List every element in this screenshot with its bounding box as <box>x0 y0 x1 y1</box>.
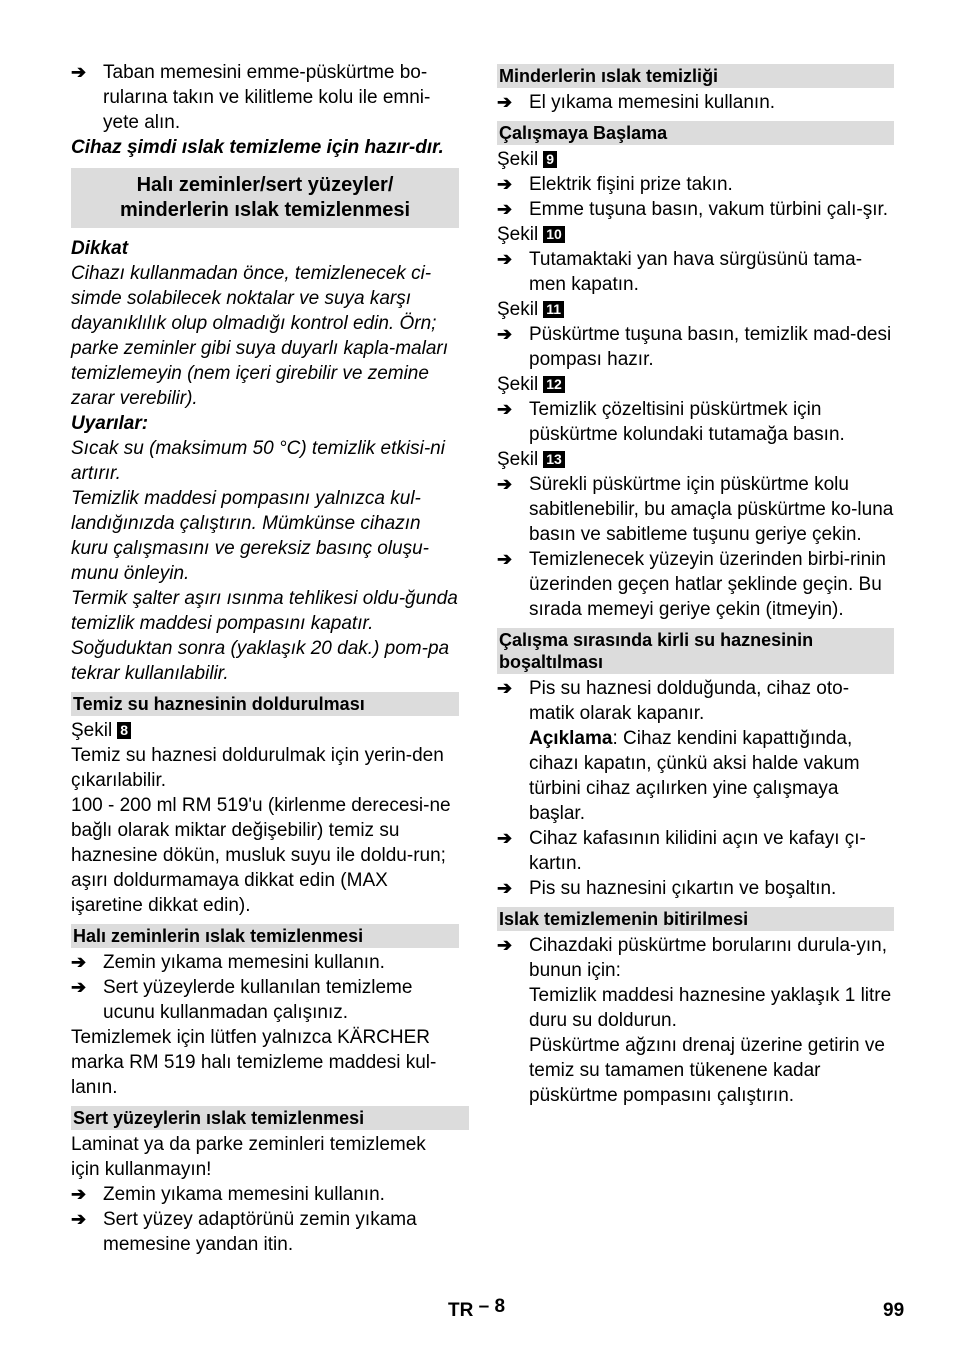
bullet-text: Zemin yıkama memesini kullanın. <box>103 952 385 973</box>
arrow-right-icon: ➔ <box>497 249 513 269</box>
arrow-right-icon: ➔ <box>497 199 513 219</box>
arrow-right-icon: ➔ <box>71 1209 87 1229</box>
figure-label: Şekil <box>497 149 539 170</box>
bullet-text: Sert yüzeylerde kullanılan temizleme ucunu kullanmadan çalışınız. <box>103 977 413 1023</box>
figure-ref <box>497 297 894 322</box>
arrow-right-icon: ➔ <box>497 174 513 194</box>
list-item <box>497 247 894 297</box>
arrow-right-icon: ➔ <box>497 399 513 419</box>
section-heading-dirty-water: Çalışma sırasında kirli su haznesinin boşaltılması <box>497 628 894 674</box>
bullet-text: Sürekli püskürtme için püskürtme kolu sabitlenebilir, bu amaçla püskürtme ko-luna basın ve sabitleme tuşunu geriye çekin. <box>529 474 894 545</box>
bullet-text: Emme tuşuna basın, vakum türbini çalı-şır. <box>529 199 889 220</box>
list-item <box>497 676 894 726</box>
arrow-right-icon: ➔ <box>497 549 513 569</box>
footer-lang: TR <box>448 1300 474 1321</box>
section-heading-fill: Temiz su haznesinin doldurulması <box>71 692 459 716</box>
figure-number-badge: 9 <box>543 151 557 168</box>
list-item <box>497 90 894 115</box>
figure-ref <box>497 147 894 172</box>
figure-number-badge: 8 <box>117 722 131 739</box>
section-heading-cushion: Minderlerin ıslak temizliği <box>497 64 894 88</box>
main-heading-line-1: Halı zeminler/sert yüzeyler/ <box>136 174 394 196</box>
bullet-text: Taban memesini emme-püskürtme bo-rularına takın ve kilitleme kolu ile emni-yete alın. <box>103 62 431 133</box>
list-item <box>71 1207 459 1257</box>
section-heading-hard: Sert yüzeylerin ıslak temizlenmesi <box>71 1106 469 1130</box>
list-item <box>497 472 894 547</box>
figure-number-badge: 13 <box>543 451 565 468</box>
paragraph: Püskürtme ağzını drenaj üzerine getirin ve temiz su tamamen tükenene kadar püskürtme pompasını çalıştırın. <box>529 1035 885 1106</box>
list-item <box>71 60 459 135</box>
ready-note: Cihaz şimdi ıslak temizleme için hazır-dır. <box>71 137 444 158</box>
section-heading-carpet: Halı zeminlerin ıslak temizlenmesi <box>71 924 459 948</box>
bullet-text: Püskürtme tuşuna basın, temizlik mad-desi pompası hazır. <box>529 324 892 370</box>
arrow-right-icon: ➔ <box>497 92 513 112</box>
figure-number-badge: 12 <box>543 376 565 393</box>
list-item <box>497 547 894 622</box>
uyari-text: Temizlik maddesi pompasını yalnızca kul-landığınızda çalıştırın. Mümkünse cihazın kuru çalışmasını ve gereksiz basınç oluşu-munu önleyin. <box>71 488 429 584</box>
bullet-text: Sert yüzey adaptörünü zemin yıkama memesine yandan itin. <box>103 1209 417 1255</box>
arrow-right-icon: ➔ <box>497 474 513 494</box>
right-column <box>497 60 894 1108</box>
left-column <box>71 60 459 1257</box>
list-item <box>497 172 894 197</box>
note-text: : Cihaz kendini kapattığında, cihazı kapatın, çünkü aksi halde vakum türbini cihaz açılırken yine çalışmaya başlar. <box>529 728 860 824</box>
bullet-text: Temizlenecek yüzeyin üzerinden birbi-rinin üzerinden geçen hatlar şeklinde geçin. Bu sırada memeyi geriye çekin (itmeyin). <box>529 549 886 620</box>
bullet-text: Pis su haznesi dolduğunda, cihaz oto-matik olarak kapanır. <box>529 678 850 724</box>
dikkat-label: Dikkat <box>71 238 129 259</box>
arrow-right-icon: ➔ <box>71 62 87 82</box>
bullet-text: Cihazdaki püskürtme borularını durula-yın, bunun için: <box>529 935 888 981</box>
list-item <box>71 950 459 975</box>
figure-ref <box>71 718 459 743</box>
list-item <box>497 933 894 983</box>
section-heading-start: Çalışmaya Başlama <box>497 121 894 145</box>
list-item <box>497 322 894 372</box>
list-item <box>497 876 894 901</box>
arrow-right-icon: ➔ <box>497 678 513 698</box>
bullet-text: Pis su haznesini çıkartın ve boşaltın. <box>529 878 837 899</box>
list-item <box>71 975 459 1025</box>
bullet-text: Cihaz kafasının kilidini açın ve kafayı çı-kartın. <box>529 828 866 874</box>
figure-ref <box>497 447 894 472</box>
paragraph: Temizlik maddesi haznesine yaklaşık 1 litre duru su doldurun. <box>529 985 892 1031</box>
figure-label: Şekil <box>497 374 539 395</box>
bullet-text: Tutamaktaki yan hava sürgüsünü tama-men kapatın. <box>529 249 863 295</box>
arrow-right-icon: ➔ <box>71 952 87 972</box>
figure-ref <box>497 372 894 397</box>
paragraph: Temiz su haznesi doldurulmak için yerin-den çıkarılabilir. <box>71 745 444 791</box>
bullet-text: Elektrik fişini prize takın. <box>529 174 733 195</box>
main-heading-line-2: minderlerin ıslak temizlenmesi <box>119 199 411 221</box>
figure-label: Şekil <box>497 224 539 245</box>
main-section-heading <box>71 168 459 228</box>
arrow-right-icon: ➔ <box>497 828 513 848</box>
arrow-right-icon: ➔ <box>497 324 513 344</box>
bullet-text: Temizlik çözeltisini püskürtmek için püskürtme kolundaki tutamağa basın. <box>529 399 845 445</box>
bullet-text: El yıkama memesini kullanın. <box>529 92 776 113</box>
figure-label: Şekil <box>497 449 539 470</box>
section-heading-finish: Islak temizlemenin bitirilmesi <box>497 907 894 931</box>
figure-number-badge: 10 <box>543 226 565 243</box>
paragraph: Laminat ya da parke zeminleri temizlemek için kullanmayın! <box>71 1134 426 1180</box>
bullet-text: Zemin yıkama memesini kullanın. <box>103 1184 385 1205</box>
uyari-text: Termik şalter aşırı ısınma tehlikesi oldu-ğunda temizlik maddesi pompasını kapatır. Soğuduktan sonra (yaklaşık 20 dak.) pom-pa tekrar kullanılabilir. <box>71 588 458 684</box>
note-label: Açıklama <box>529 728 613 749</box>
footer-language-page <box>448 1298 505 1323</box>
figure-number-badge: 11 <box>543 301 564 318</box>
arrow-right-icon: ➔ <box>71 1184 87 1204</box>
arrow-right-icon: ➔ <box>497 878 513 898</box>
figure-label: Şekil <box>71 720 113 741</box>
list-item <box>71 1182 459 1207</box>
uyari-text: Sıcak su (maksimum 50 °C) temizlik etkisi-ni artırır. <box>71 438 445 484</box>
figure-ref <box>497 222 894 247</box>
dikkat-text: Cihazı kullanmadan önce, temizlenecek ci-simde solabilecek noktalar ve suya karşı dayanıklılık olup olmadığı kontrol edin. Örn; parke zeminler gibi suya duyarlı kapla-maları temizlemeyin (nem içeri girebilir ve zemine zarar verebilir). <box>71 263 448 409</box>
paragraph: Temizlemek için lütfen yalnızca KÄRCHER marka RM 519 halı temizleme maddesi kul-lanın. <box>71 1027 437 1098</box>
figure-label: Şekil <box>497 299 539 320</box>
list-item <box>497 826 894 876</box>
page-number: 99 <box>883 1300 905 1321</box>
arrow-right-icon: ➔ <box>497 935 513 955</box>
list-item <box>497 197 894 222</box>
footer-section-page: – 8 <box>478 1296 506 1317</box>
arrow-right-icon: ➔ <box>71 977 87 997</box>
paragraph: 100 - 200 ml RM 519'u (kirlenme derecesi-ne bağlı olarak miktar değişebilir) temiz su haznesine dökün, musluk suyu ile doldu-run; aşırı doldurmamaya dikkat edin (MAX işaretine dikkat edin). <box>71 795 451 916</box>
note-paragraph <box>497 726 894 826</box>
uyarilar-label: Uyarılar: <box>71 413 149 434</box>
list-item <box>497 397 894 447</box>
